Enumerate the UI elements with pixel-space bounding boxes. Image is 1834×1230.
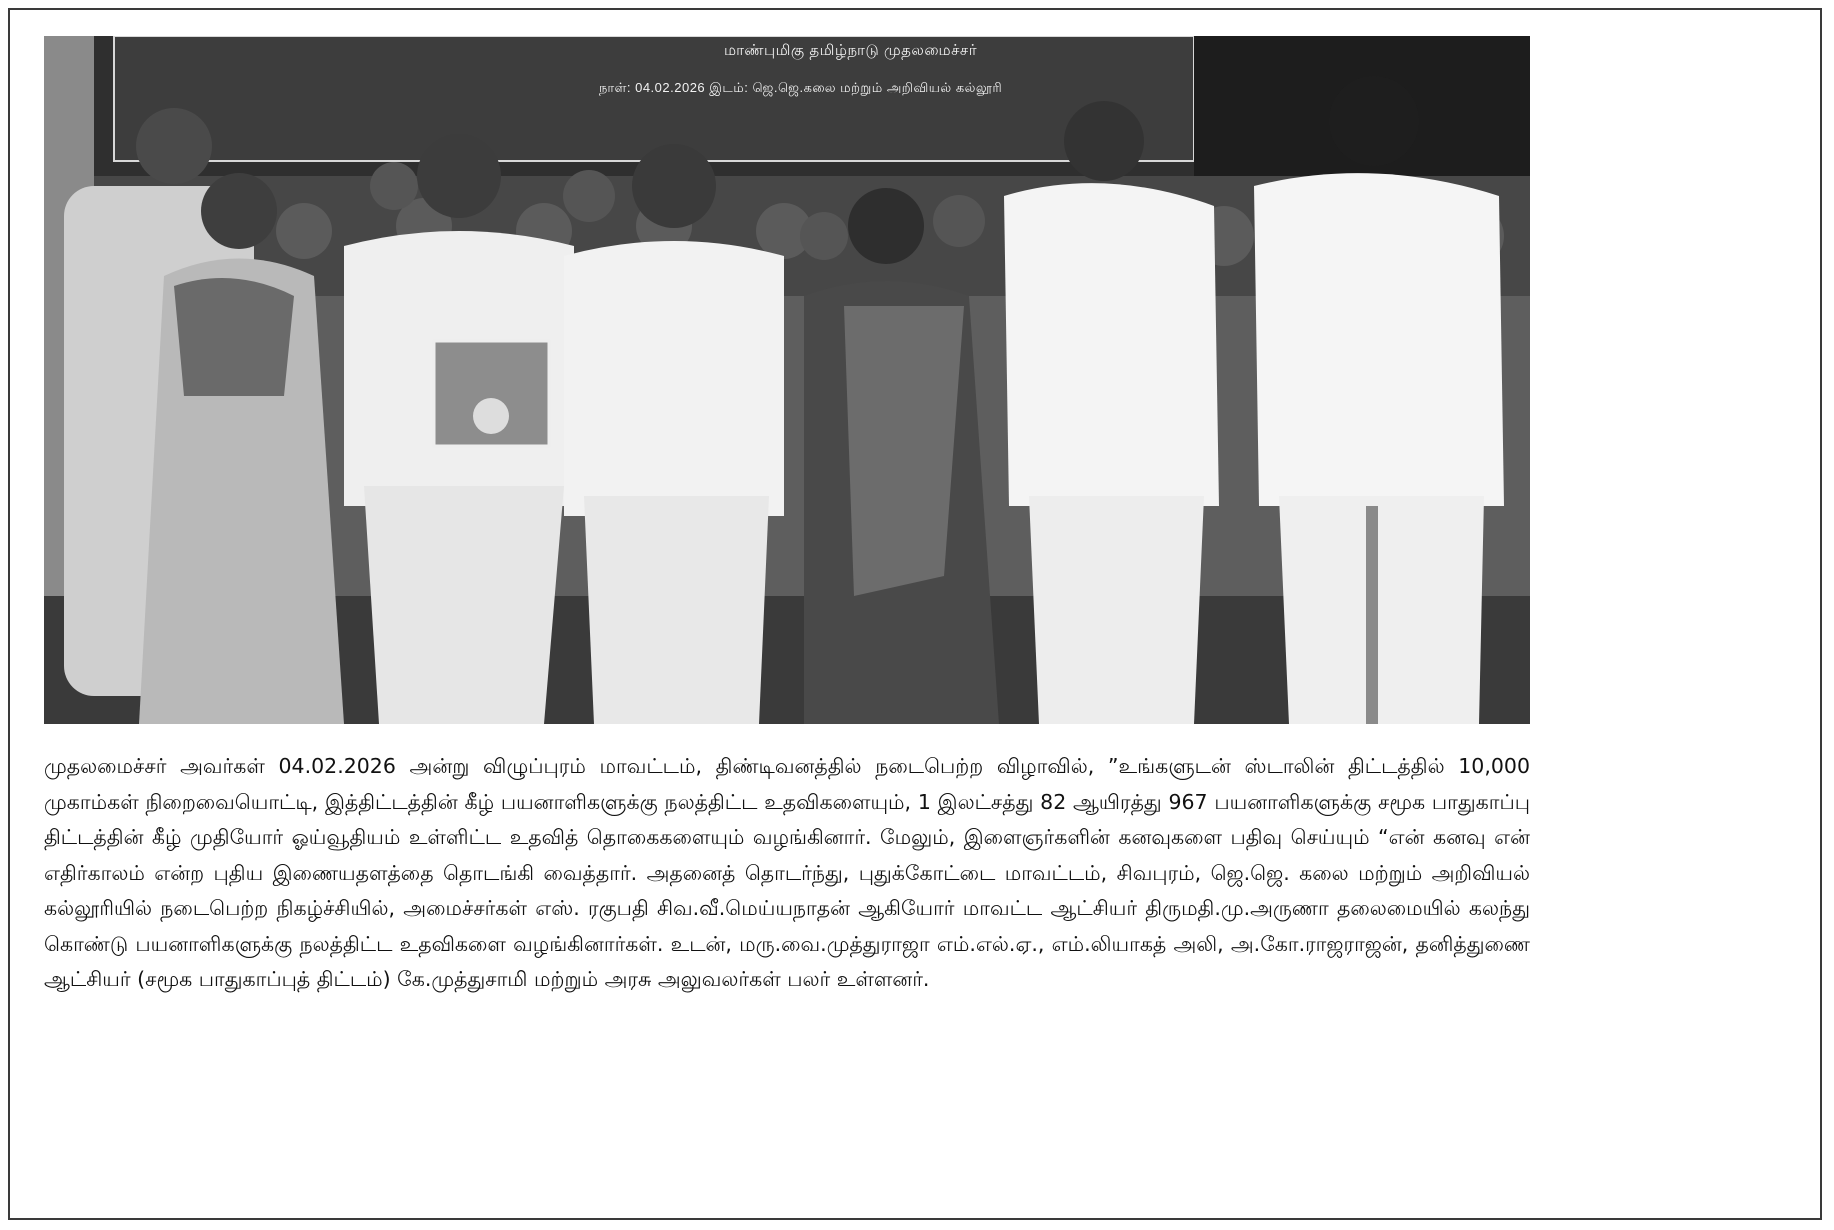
banner-title: மாண்புமிகு தமிழ்நாடு முதலமைச்சர் [724, 42, 978, 59]
banner-details: நாள்: 04.02.2026 இடம்: ஜெ.ஜெ.கலை மற்றும் அறிவியல் கல்லூரி [599, 80, 1003, 95]
event-photo [44, 36, 1530, 724]
event-photo-illustration [44, 36, 1530, 724]
news-caption: முதலமைச்சர் அவர்கள் 04.02.2026 அன்று விழுப்புரம் மாவட்டம், திண்டிவனத்தில் நடைபெற்ற விழாவில், ”உங்களுடன் ஸ்டாலின் திட்டத்தில் 10,000 முகாம்கள் நிறைவையொட்டி, இத்திட்டத்தின் கீழ் பயனாளிகளுக்கு நலத்திட்ட உதவிகளையும், 1 இலட்சத்து 82 ஆயிரத்து 967 பயனாளிகளுக்கு சமூக பாதுகாப்பு திட்டத்தின் கீழ் முதியோர் ஓய்வூதியம் உள்ளிட்ட உதவித் தொகைகளையும் வழங்கினார். மேலும், இளைஞர்களின் கனவுகளை பதிவு செய்யும் “என் கனவு என் எதிர்காலம் என்ற புதிய இணையதளத்தை தொடங்கி வைத்தார். அதனைத் தொடர்ந்து, புதுக்கோட்டை மாவட்டம், சிவபுரம், ஜெ.ஜெ. கலை மற்றும் அறிவியல் கல்லூரியில் நடைபெற்ற நிகழ்ச்சியில், அமைச்சர்கள் எஸ். ரகுபதி சிவ.வீ.மெய்யநாதன் ஆகியோர் மாவட்ட ஆட்சியர் திருமதி.மு.அருணா தலைமையில் கலந்து கொண்டு பயனாளிகளுக்கு நலத்திட்ட உதவிகளை வழங்கினார்கள். உடன், மரு.வை.முத்துராஜா எம்.எல்.ஏ., எம்.லியாகத் அலி, அ.கோ.ராஜராஜன், தனித்துணை ஆட்சியர் (சமூக பாதுகாப்புத் திட்டம்) கே.முத்துசாமி மற்றும் அரசு அலுவலர்கள் பலர் உள்ளனர். [44, 754, 1530, 991]
